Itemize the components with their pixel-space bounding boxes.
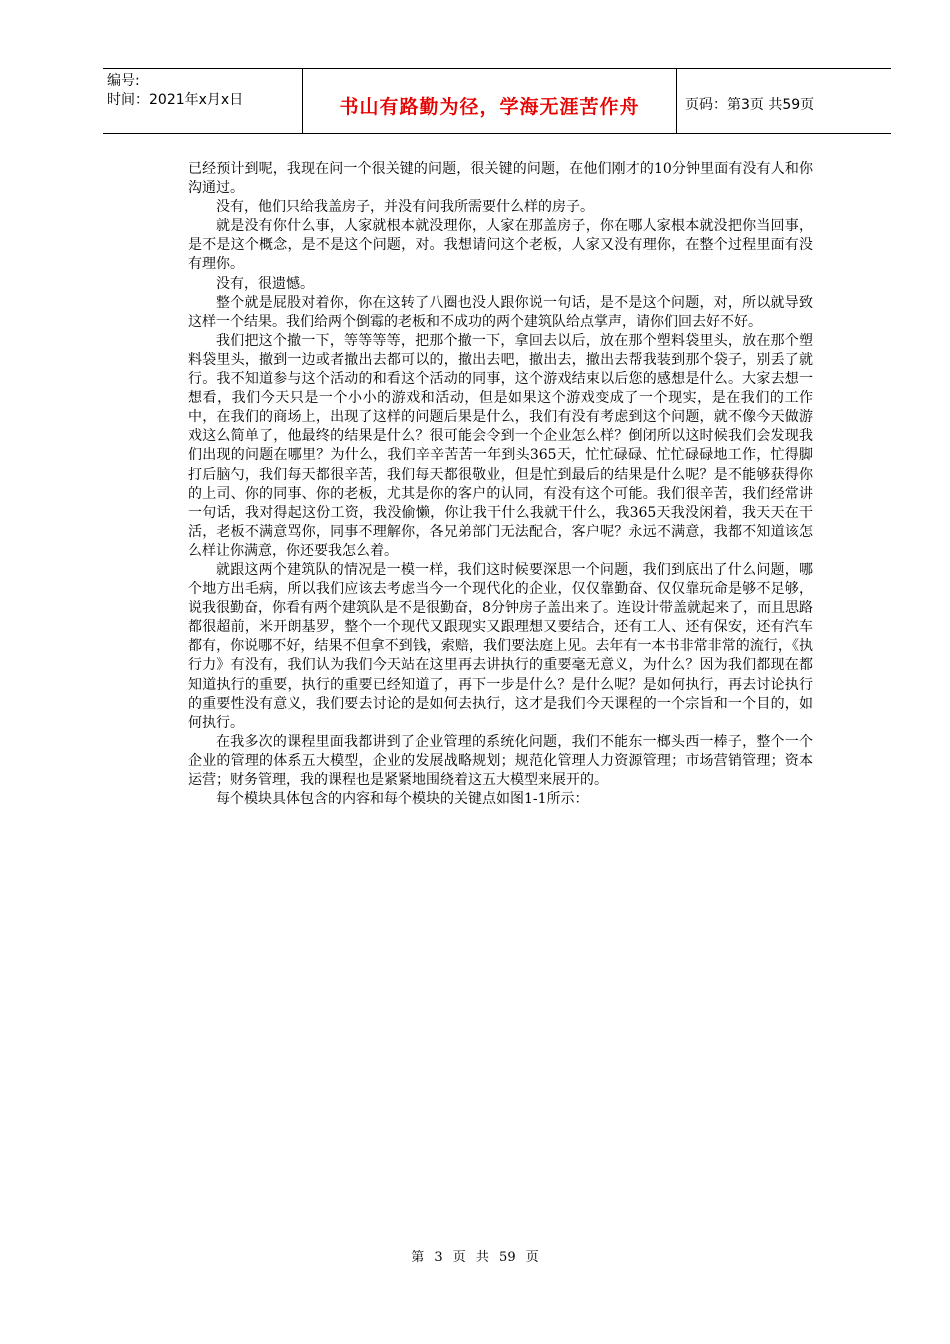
header-number-label: 编号:	[107, 73, 140, 89]
body-paragraph: 就是没有你什么事，人家就根本就没理你，人家在那盖房子，你在哪人家根本就没把你当回事，是不是这个概念，是不是这个问题，对。我想请问这个老板，人家又没有理你，在整个过程里面有没有理你。	[188, 218, 813, 273]
body-paragraph: 在我多次的课程里面我都讲到了企业管理的系统化问题，我们不能东一榔头西一棒子，整个一个企业的管理的体系五大模型，企业的发展战略规划；规范化管理人力资源管理；市场营销管理；资本运营；财务管理，我的课程也是紧紧地围绕着这五大模型来展开的。	[188, 733, 813, 788]
body-paragraph: 没有，他们只给我盖房子，并没有问我所需要什么样的房子。	[216, 199, 594, 216]
header-page-cell	[677, 69, 891, 133]
header-info-cell	[103, 69, 303, 133]
body-paragraph: 每个模块具体包含的内容和每个模块的关键点如图1-1所示：	[216, 791, 589, 808]
footer-page-number: 第 3 页 共 59 页	[411, 1250, 539, 1265]
page-header	[103, 68, 891, 134]
body-paragraph: 就跟这两个建筑队的情况是一模一样，我们这时候要深思一个问题，我们到底出了什么问题，哪个地方出毛病，所以我们应该去考虑当今一个现代化的企业，仅仅靠勤奋、仅仅靠玩命是够不足够，说我很勤奋，你看有两个建筑队是不是很勤奋，8分钟房子盖出来了。连设计带盖就起来了，而且思路都很超前，米开朗基罗，整个一个现代又跟现实又跟理想又要结合，还有工人、还有保安，还有汽车都有，你说哪不好，结果不但拿不到钱，索赔，我们要法庭上见。去年有一本书非常非常的流行，《执行力》有没有，我们认为我们今天站在这里再去讲执行的重要毫无意义，为什么？因为我们都现在都知道执行的重要，执行的重要已经知道了，再下一步是什么？是什么呢？是如何执行，再去讨论执行的重要性没有意义，我们要去讨论的是如何去执行，这才是我们今天课程的一个宗旨和一个目的，如何执行。	[188, 561, 813, 731]
body-paragraph: 已经预计到呢，我现在问一个很关键的问题，很关键的问题，在他们刚才的10分钟里面有没有人和你沟通过。	[188, 161, 813, 197]
body-paragraph: 整个就是屁股对着你，你在这转了八圈也没人跟你说一句话，是不是这个问题，对，所以就导致这样一个结果。我们给两个倒霉的老板和不成功的两个建筑队给点掌声，请你们回去好不好。	[188, 294, 813, 330]
document-body	[188, 160, 813, 809]
header-motto-cell	[303, 69, 677, 133]
body-paragraph: 我们把这个撤一下，等等等等，把那个撤一下，拿回去以后，放在那个塑料袋里头，放在那个塑料袋里头，撤到一边或者撤出去都可以的，撤出去吧，撤出去，撤出去帮我装到那个袋子，别丢了就行。我不知道参与这个活动的和看这个活动的同事，这个游戏结束以后您的感想是什么。大家去想一想看，我们今天只是一个小小的游戏和活动，但是如果这个游戏变成了一个现实，是在我们的工作中，在我们的商场上，出现了这样的问题后果是什么，我们有没有考虑到这个问题，就不像今天做游戏这么简单了，他最终的结果是什么？很可能会令到一个企业怎么样？倒闭所以这时候我们会发现我们出现的问题在哪里？为什么，我们辛辛苦苦一年到头365天，忙忙碌碌、忙忙碌碌地工作，忙得脚打后脑勺，我们每天都很辛苦，我们每天都很敬业，但是忙到最后的结果是什么呢？是不能够获得你的上司、你的同事、你的老板，尤其是你的客户的认同，有没有这个可能。我们很辛苦，我们经常讲一句话，我对得起这份工资，我没偷懒，你让我干什么我就干什么，我365天我没闲着，我天天在干活，老板不满意骂你，同事不理解你，各兄弟部门无法配合，客户呢？永远不满意，我都不知道该怎么样让你满意，你还要我怎么着。	[188, 332, 813, 559]
body-paragraph: 没有，很遗憾。	[216, 275, 314, 292]
header-time-label: 时间：2021年x月x日	[107, 92, 244, 108]
header-page-code: 页码：第3页 共59页	[685, 97, 815, 113]
header-motto: 书山有路勤为径，学海无涯苦作舟	[339, 95, 640, 118]
page-footer	[0, 1246, 950, 1265]
